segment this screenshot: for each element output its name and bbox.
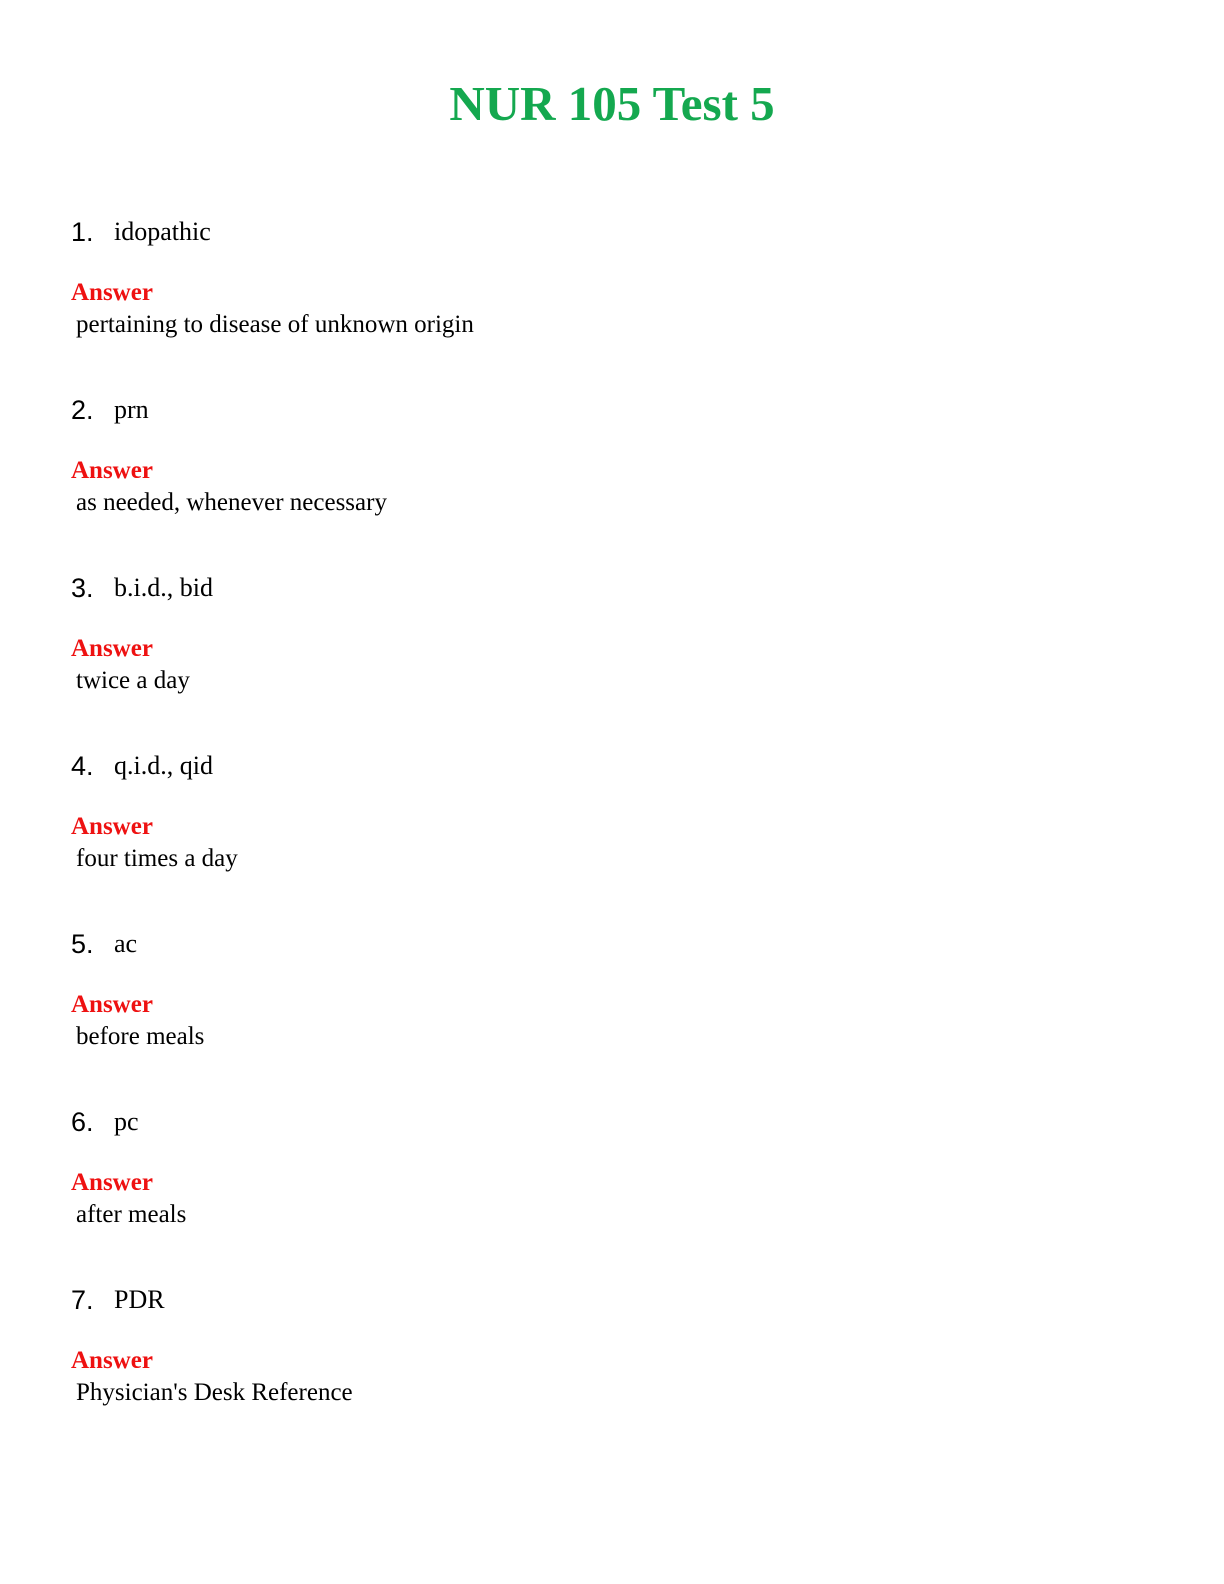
answer-label: Answer <box>71 635 153 662</box>
answer-label: Answer <box>71 991 153 1018</box>
question <box>71 927 1151 961</box>
question-term: idopathic <box>114 217 211 246</box>
question-number: 6. <box>71 1107 94 1137</box>
question-term: prn <box>114 395 149 424</box>
question <box>71 749 1151 783</box>
question-term: b.i.d., bid <box>114 573 213 602</box>
question <box>71 571 1151 605</box>
answer-label: Answer <box>71 457 153 484</box>
question-number: 5. <box>71 929 94 959</box>
question-term: ac <box>114 929 138 958</box>
question-number: 2. <box>71 395 94 425</box>
question-number: 1. <box>71 217 94 247</box>
qa-item-6 <box>71 1105 1151 1231</box>
question-term: q.i.d., qid <box>114 751 213 780</box>
answer-text: pertaining to disease of unknown origin <box>76 311 474 338</box>
qa-item-4 <box>71 749 1151 875</box>
question-number: 3. <box>71 573 94 603</box>
question <box>71 215 1151 249</box>
question <box>71 1105 1151 1139</box>
answer-label: Answer <box>71 279 153 306</box>
answer-text: four times a day <box>76 845 238 872</box>
document-title: NUR 105 Test 5 <box>449 76 775 131</box>
answer-text: before meals <box>76 1023 205 1050</box>
question-term: pc <box>114 1107 139 1136</box>
answer-label: Answer <box>71 1347 153 1374</box>
answer-text: after meals <box>76 1201 187 1228</box>
qa-item-2 <box>71 393 1151 519</box>
question-term: PDR <box>114 1285 165 1314</box>
qa-item-5 <box>71 927 1151 1053</box>
answer-label: Answer <box>71 813 153 840</box>
question-number: 4. <box>71 751 94 781</box>
qa-item-3 <box>71 571 1151 697</box>
answer-text: twice a day <box>76 667 190 694</box>
question <box>71 393 1151 427</box>
question-number: 7. <box>71 1285 94 1315</box>
answer-label: Answer <box>71 1169 153 1196</box>
answer-text: as needed, whenever necessary <box>76 489 387 516</box>
answer-text: Physician's Desk Reference <box>76 1379 353 1406</box>
question <box>71 1283 1151 1317</box>
qa-item-1 <box>71 215 1151 341</box>
qa-item-7 <box>71 1283 1151 1409</box>
